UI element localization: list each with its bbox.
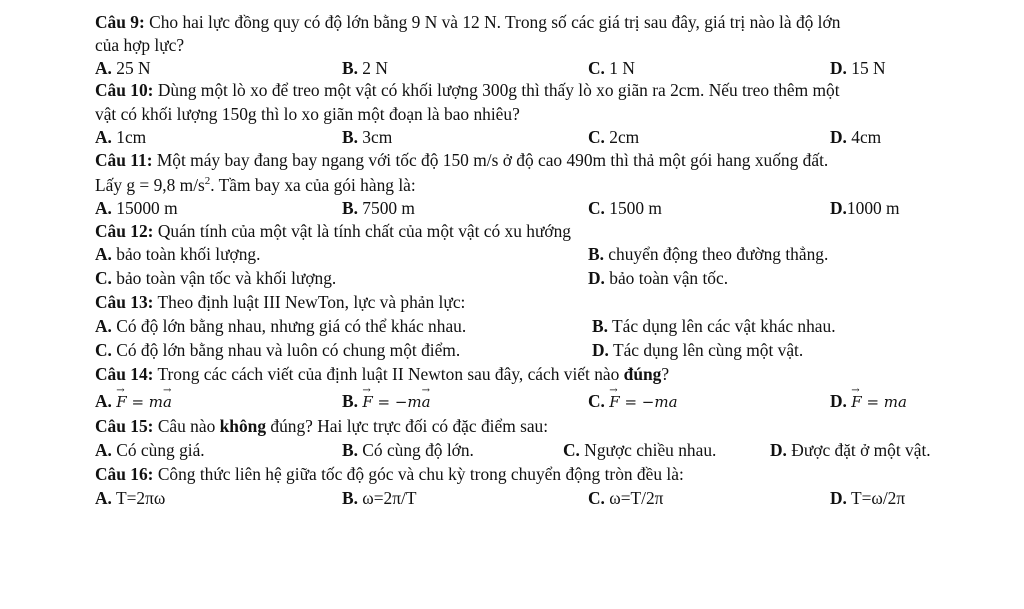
question-text: Quán tính của một vật là tính chất của một vật có xu hướng: [153, 221, 572, 241]
q11-option-a: A. 15000 m: [95, 198, 178, 218]
q14-option-b: B. → F = −m→ a: [342, 393, 431, 410]
question-9: [95, 14, 840, 31]
q14-option-a: A. → F = m→ a: [95, 393, 172, 410]
q12-option-a: A. bảo toàn khối lượng.: [95, 244, 261, 264]
q13-option-d: D. Tác dụng lên cùng một vật.: [592, 340, 804, 360]
question-12: [95, 223, 571, 240]
q11-option-b: B. 7500 m: [342, 198, 415, 218]
question-15: Câu 15: Câu nào không đúng? Hai lực trực đối có đặc điểm sau:: [95, 416, 549, 436]
q9-option-c: C. 1 N: [588, 58, 635, 78]
q15-option-b: B. Có cùng độ lớn.: [342, 440, 474, 460]
q12-option-d: D. bảo toàn vận tốc.: [588, 268, 729, 288]
question-label: Câu 12:: [95, 221, 154, 241]
q10-option-d: D. 4cm: [830, 127, 882, 147]
q9-option-b: B. 2 N: [342, 58, 388, 78]
q11-option-c: C. 1500 m: [588, 198, 662, 218]
q12-option-c: C. bảo toàn vận tốc và khối lượng.: [95, 268, 337, 288]
question-9-continued: của hợp lực?: [95, 35, 185, 55]
question-11-continued: Lấy g = 9,8 $m/s^2$. Tầm bay xa của gói hàng là:: [95, 174, 416, 195]
question-text: Cho hai lực đồng quy có độ lớn bằng 9 N và 12 N. Trong số các giá trị sau đây, giá trị nào là độ lớn: [144, 12, 841, 32]
question-16: [95, 466, 684, 483]
q10-option-c: C. 2cm: [588, 127, 640, 147]
question-13: [95, 294, 465, 311]
q16-option-a: A. T=2πω: [95, 488, 166, 508]
q15-option-d: D. Được đặt ở một vật.: [770, 440, 931, 460]
q16-option-c: C. ω=T/2π: [588, 488, 664, 508]
q13-option-b: B. Tác dụng lên các vật khác nhau.: [592, 316, 836, 336]
q15-option-c: C. Ngược chiều nhau.: [563, 440, 717, 460]
question-10-continued: vật có khối lượng 150g thì lo xo giãn một đoạn là bao nhiêu?: [95, 104, 520, 124]
q11-option-d: D.1000 m: [830, 198, 900, 218]
question-label: Câu 15:: [95, 416, 154, 436]
q16-option-b: B. ω=2π/T: [342, 488, 417, 508]
q14-option-d: D. → F = ma: [830, 393, 907, 410]
question-14: Câu 14: Trong các cách viết của định luật II Newton sau đây, cách viết nào đúng?: [95, 364, 670, 384]
question-label: Câu 10:: [95, 80, 154, 100]
question-label: Câu 9:: [95, 12, 145, 32]
q9-option-d: D. 15 N: [830, 58, 886, 78]
question-label: Câu 13:: [95, 292, 154, 312]
q13-option-c: C. Có độ lớn bằng nhau và luôn có chung một điểm.: [95, 340, 461, 360]
q12-option-b: B. chuyển động theo đường thẳng.: [588, 244, 829, 264]
question-label: Câu 16:: [95, 464, 154, 484]
question-text: Dùng một lò xo để treo một vật có khối lượng 300g thì thấy lò xo giãn ra 2cm. Nếu treo thêm một: [153, 80, 840, 100]
question-11: [95, 152, 828, 169]
question-label: Câu 11:: [95, 150, 153, 170]
question-text: Theo định luật III NewTon, lực và phản lực:: [153, 292, 466, 312]
q14-option-c: C. → F = −ma: [588, 393, 678, 410]
question-10: [95, 82, 840, 99]
question-label: Câu 14:: [95, 364, 154, 384]
question-text: Công thức liên hệ giữa tốc độ góc và chu kỳ trong chuyển động tròn đều là:: [153, 464, 684, 484]
q16-option-d: D. T=ω/2π: [830, 488, 906, 508]
q10-option-b: B. 3cm: [342, 127, 393, 147]
question-text: Một máy bay đang bay ngang với tốc độ 150 m/s ở độ cao 490m thì thả một gói hang xuống đất.: [152, 150, 829, 170]
q13-option-a: A. Có độ lớn bằng nhau, nhưng giá có thể khác nhau.: [95, 316, 467, 336]
q10-option-a: A. 1cm: [95, 127, 147, 147]
q15-option-a: A. Có cùng giá.: [95, 440, 205, 460]
q9-option-a: A. 25 N: [95, 58, 151, 78]
